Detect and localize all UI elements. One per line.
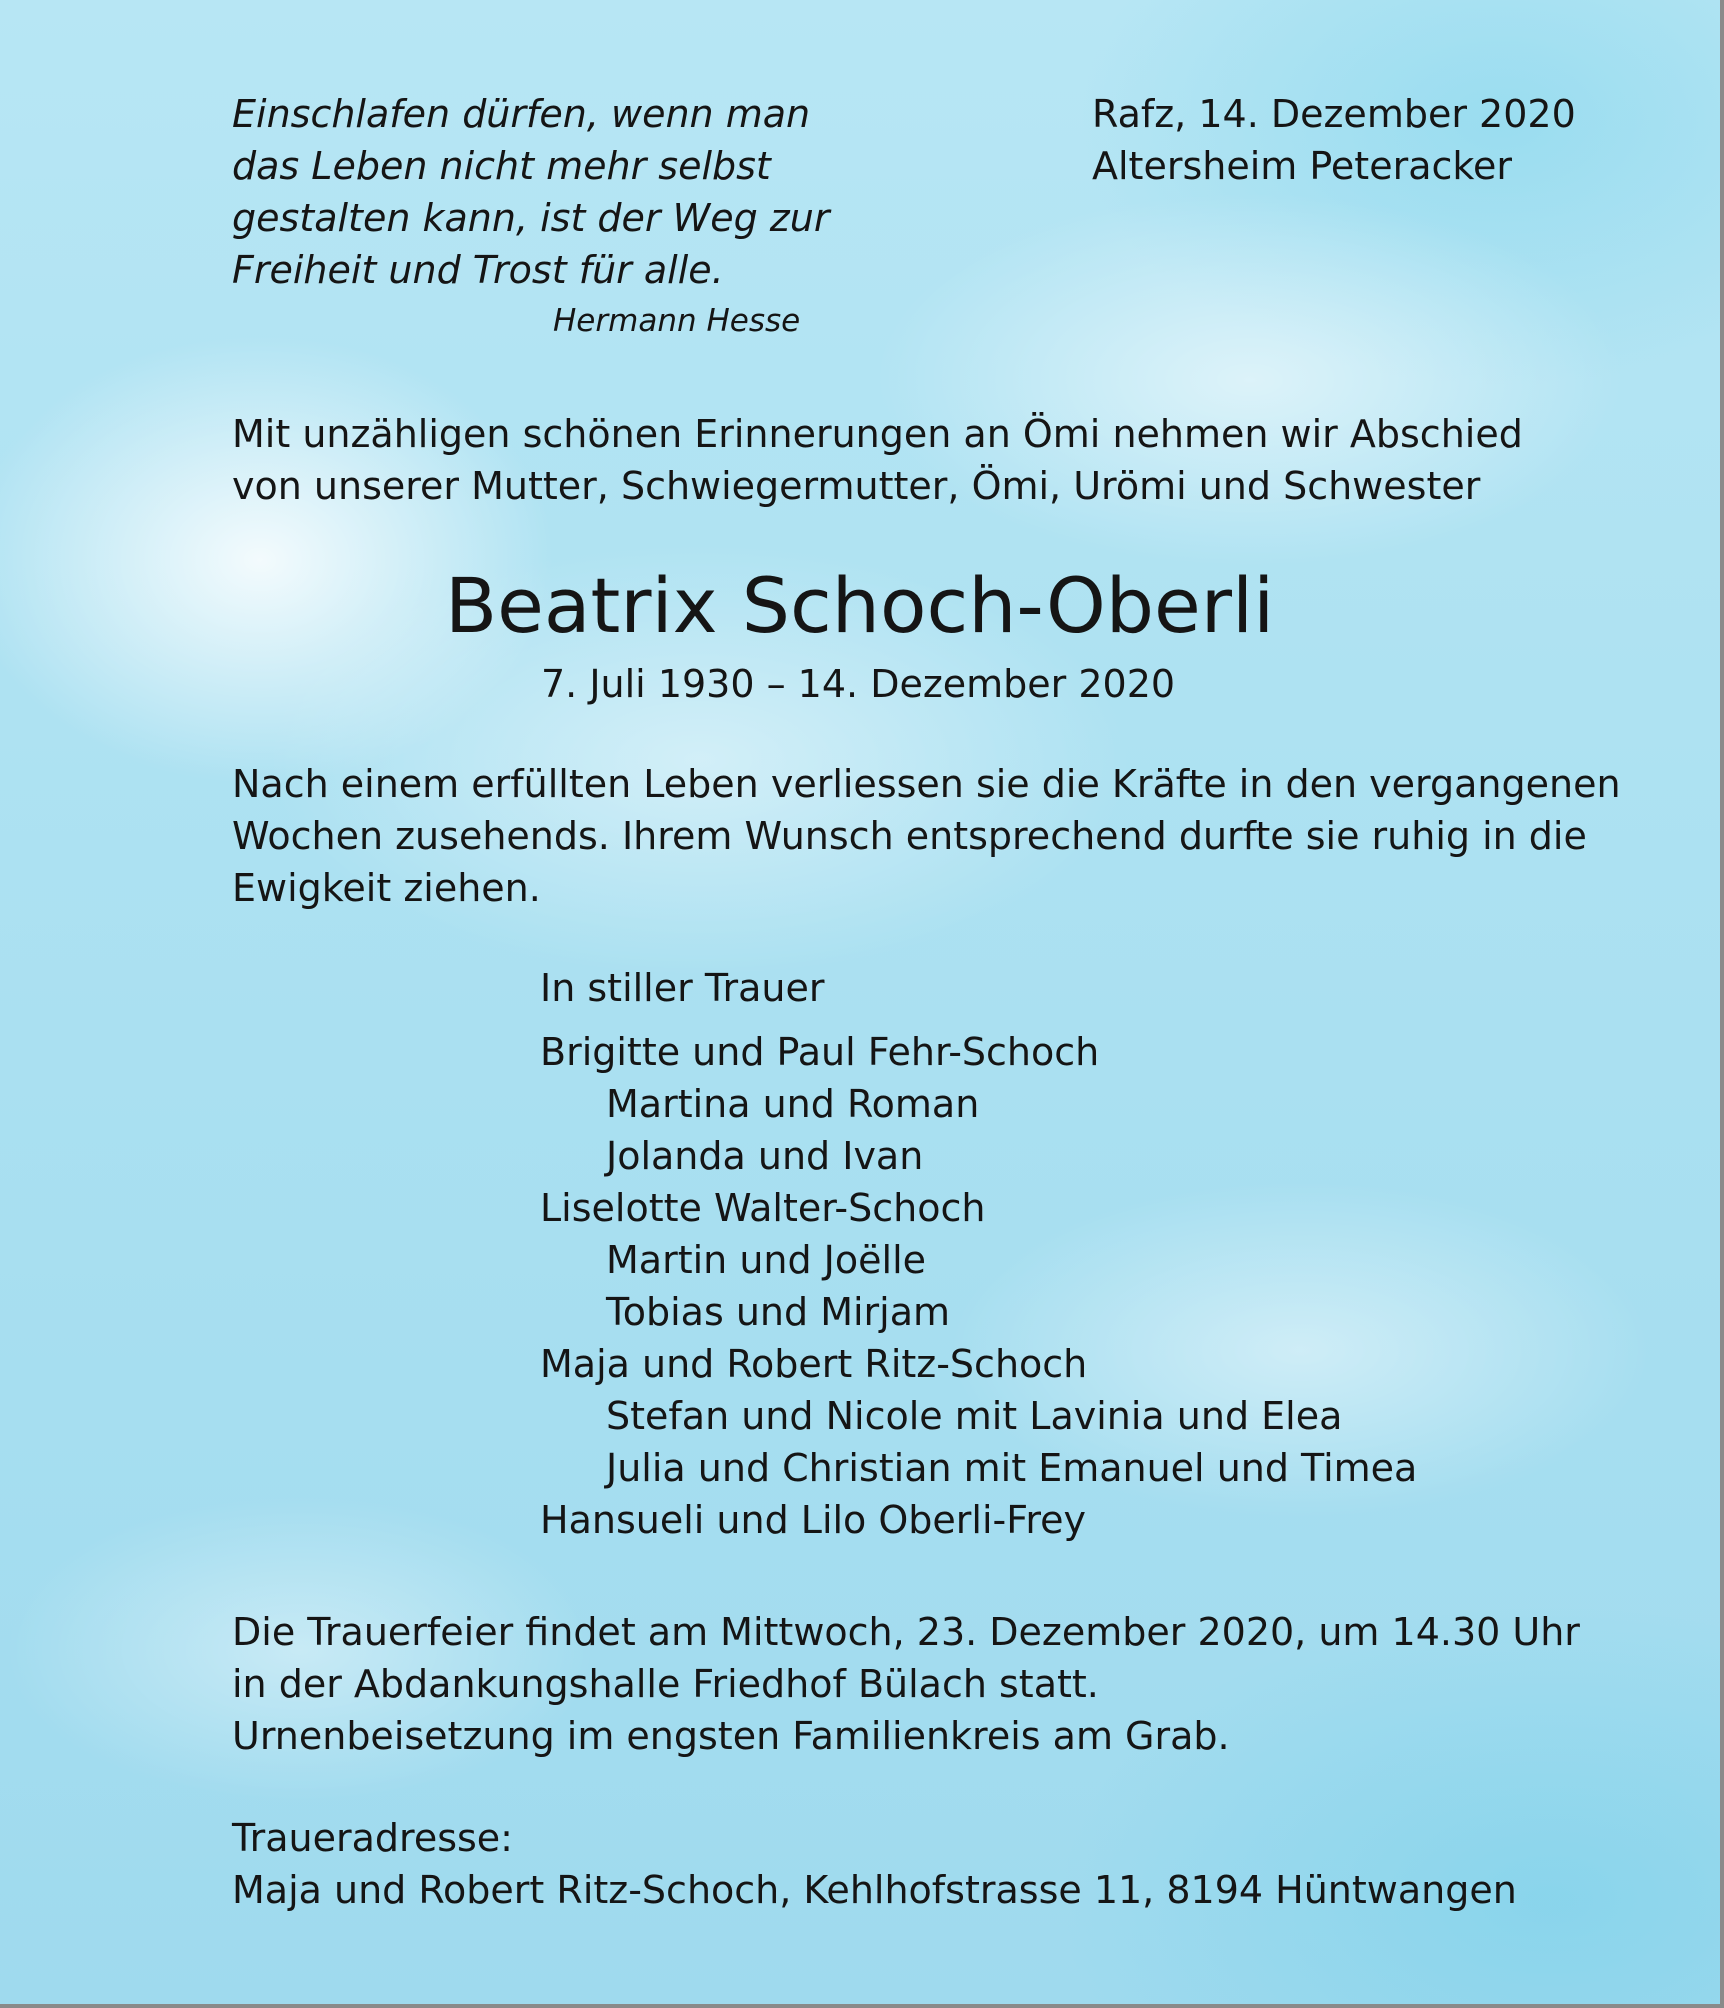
mourner-entry: Brigitte und Paul Fehr-Schoch [540,1030,1100,1074]
quote-line: gestalten kann, ist der Weg zur [232,196,830,240]
place-date-block [1092,88,1576,192]
quote-author: Hermann Hesse [553,303,801,339]
quote-line: das Leben nicht mehr selbst [232,144,771,188]
ceremony-line: Urnenbeisetzung im engsten Familienkreis am Grab. [232,1714,1230,1758]
ceremony-text [232,1606,1580,1762]
ceremony-line: in der Abdankungshalle Friedhof Bülach statt. [232,1662,1099,1706]
place-date-line: Rafz, 14. Dezember 2020 [1092,92,1576,136]
place-location-line: Altersheim Peteracker [1092,144,1513,188]
story-text [232,758,1621,914]
quote-line: Einschlafen dürfen, wenn man [232,92,811,136]
mourner-entry: Stefan und Nicole mit Lavinia und Elea [606,1394,1343,1438]
address-value: Maja und Robert Ritz-Schoch, Kehlhofstrasse 11, 8194 Hüntwangen [232,1868,1517,1912]
mourner-entry: Martin und Joëlle [606,1238,927,1282]
mourner-entry: Martina und Roman [606,1082,980,1126]
story-line: Ewigkeit ziehen. [232,866,541,910]
life-dates: 7. Juli 1930 – 14. Dezember 2020 [541,662,1176,706]
mourner-entry: Hansueli und Lilo Oberli-Frey [540,1498,1086,1542]
intro-line: Mit unzähligen schönen Erinnerungen an Ömi nehmen wir Abschied [232,412,1523,456]
mourner-entry: Jolanda und Ivan [606,1134,924,1178]
mourners-list [540,1026,1417,1546]
address-label: Traueradresse: [232,1816,513,1860]
mourner-entry: Maja und Robert Ritz-Schoch [540,1342,1088,1386]
ceremony-line: Die Trauerfeier findet am Mittwoch, 23. Dezember 2020, um 14.30 Uhr [232,1610,1580,1654]
mourners-label: In stiller Trauer [540,966,825,1010]
mourner-entry: Tobias und Mirjam [606,1290,951,1334]
intro-text [232,408,1523,512]
deceased-name: Beatrix Schoch-Oberli [445,561,1275,650]
story-line: Wochen zusehends. Ihrem Wunsch entsprechend durfte sie ruhig in die [232,814,1587,858]
mourner-entry: Julia und Christian mit Emanuel und Timea [606,1446,1418,1490]
quote-line: Freiheit und Trost für alle. [232,248,724,292]
intro-line: von unserer Mutter, Schwiegermutter, Ömi, Urömi und Schwester [232,464,1481,508]
story-line: Nach einem erfüllten Leben verliessen sie die Kräfte in den vergangenen [232,762,1621,806]
mourner-entry: Liselotte Walter-Schoch [540,1186,986,1230]
quote-block [232,88,829,296]
